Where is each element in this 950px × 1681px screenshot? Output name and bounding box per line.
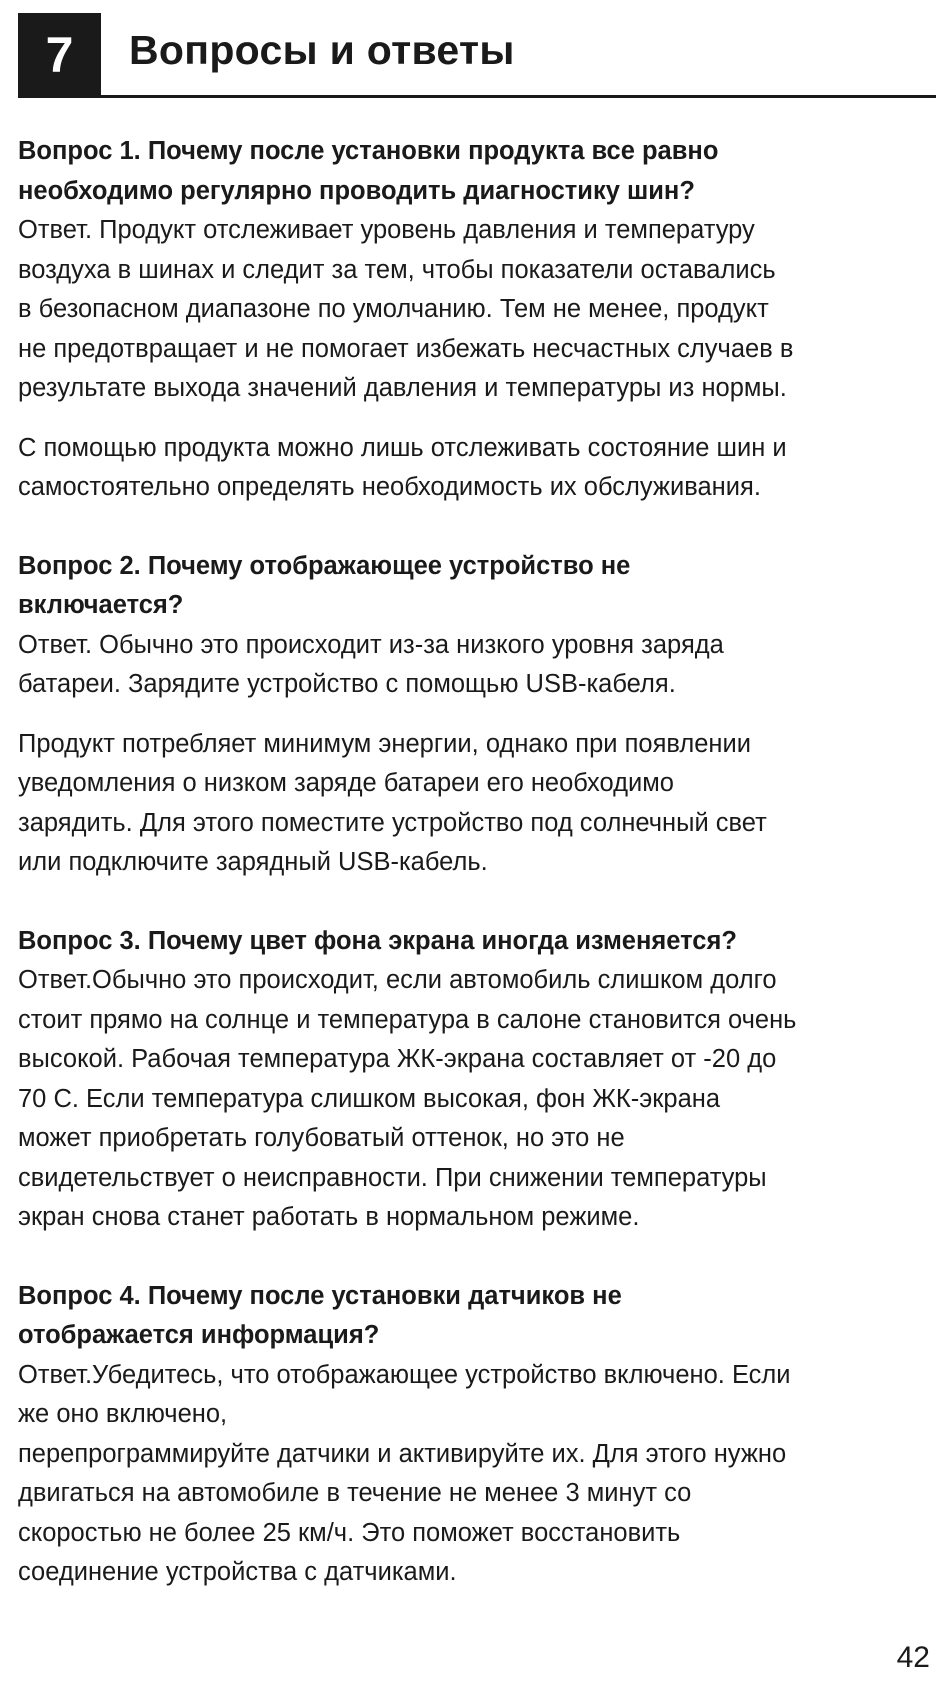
page-number: 42 [896, 1641, 930, 1674]
faq-answer-2: Ответ. Обычно это происходит из-за низкого уровня заряда батареи. Зарядите устройство с помощью USB-кабеля. [18, 630, 724, 698]
faq-question-4: Вопрос 4. Почему после установки датчиков не отображается информация? [18, 1281, 622, 1349]
faq-item-2 [18, 547, 936, 883]
chapter-number: 7 [18, 13, 101, 98]
faq-answer-4: Ответ.Убедитесь, что отображающее устройство включено. Если же оно включено, перепрограммируйте датчики и активируйте их. Для этого нужно двигаться на автомобиле в течение не менее 3 минут со скоростью не более 25 км/ч. Это поможет восстановить соединение устройства с датчиками. [18, 1360, 791, 1586]
faq-question-2: Вопрос 2. Почему отображающее устройство не включается? [18, 551, 631, 619]
faq-item-1 [18, 132, 936, 508]
faq-answer-3: Ответ.Обычно это происходит, если автомобиль слишком долго стоит прямо на солнце и температура в салоне становится очень высокой. Рабочая температура ЖК-экрана составляет от -20 до 70 С. Если температура слишком высокая, фон ЖК-экрана может приобретать голубоватый оттенок, но это не свидетельствует о неисправности. При снижении температуры экран снова станет работать в нормальном режиме. [18, 966, 797, 1231]
page-title: Вопросы и ответы [129, 27, 515, 73]
faq-note-2: Продукт потребляет минимум энергии, однако при появлении уведомления о низком заряде батареи его необходимо зарядить. Для этого поместите устройство под солнечный свет или подключите зарядный USB-кабель. [18, 729, 767, 876]
section-header [18, 13, 936, 98]
faq-question-1: Вопрос 1. Почему после установки продукта все равно необходимо регулярно проводить диагностику шин? [18, 137, 719, 205]
faq-item-3 [18, 922, 936, 1238]
faq-item-4 [18, 1277, 936, 1593]
faq-answer-1: Ответ. Продукт отслеживает уровень давления и температуру воздуха в шинах и следит за тем, чтобы показатели оставались в безопасном диапазоне по умолчанию. Тем не менее, продукт не предотвращает и не помогает избежать несчастных случаев в результате выхода значений давления и температуры из нормы. [18, 216, 794, 402]
faq-note-1: С помощью продукта можно лишь отслеживать состояние шин и самостоятельно определять необходимость их обслуживания. [18, 433, 787, 501]
faq-list [18, 132, 936, 1632]
faq-question-3: Вопрос 3. Почему цвет фона экрана иногда изменяется? [18, 926, 737, 955]
